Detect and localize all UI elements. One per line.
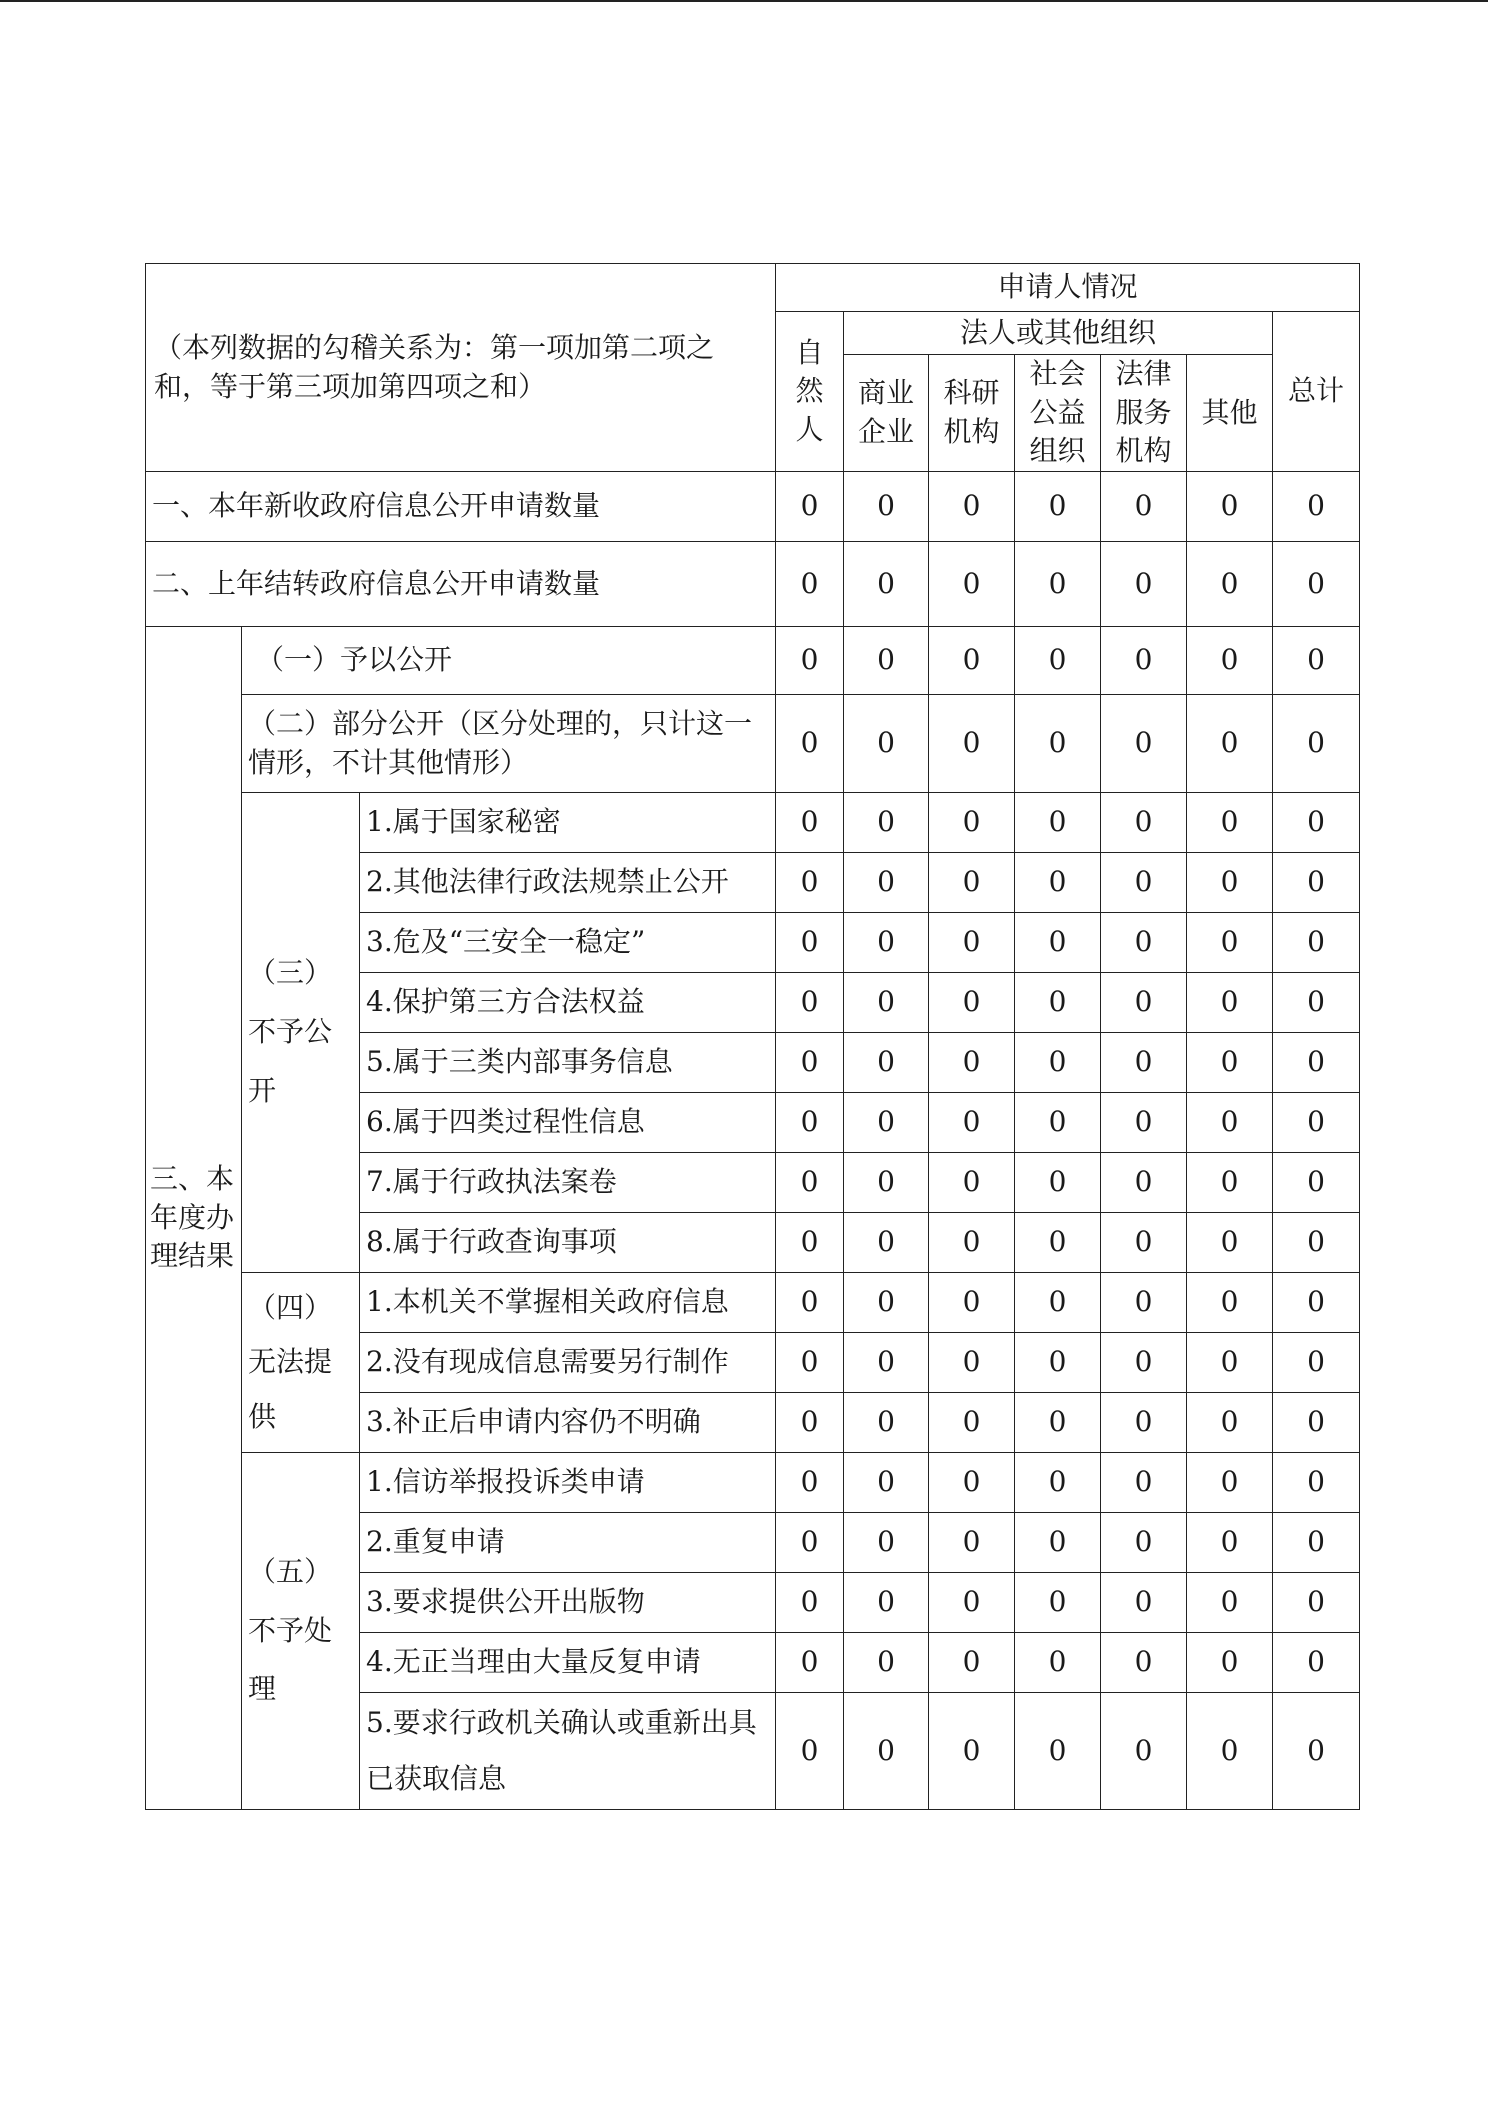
- cell-value: 0: [1015, 973, 1101, 1033]
- table-row: [146, 793, 1360, 853]
- cell-value: 0: [1015, 1153, 1101, 1213]
- cell-value: 0: [1015, 1573, 1101, 1633]
- row-label: 5.属于三类内部事务信息: [360, 1033, 776, 1093]
- cell-value: 0: [1187, 793, 1273, 853]
- cell-value: 0: [929, 1633, 1015, 1693]
- cell-value: 0: [776, 472, 844, 542]
- cell-value: 0: [776, 1633, 844, 1693]
- cell-value: 0: [776, 793, 844, 853]
- cell-value: 0: [929, 1393, 1015, 1453]
- section-3-label: 三、本年度办理结果: [146, 627, 242, 1810]
- cell-value: 0: [1015, 1273, 1101, 1333]
- row-label: 5.要求行政机关确认或重新出具已获取信息: [360, 1693, 776, 1810]
- cell-value: 0: [1015, 853, 1101, 913]
- cell-value: 0: [776, 1573, 844, 1633]
- cell-value: 0: [929, 1033, 1015, 1093]
- header-natural-person: 自然人: [776, 312, 844, 472]
- cell-value: 0: [844, 1273, 929, 1333]
- cell-value: 0: [844, 853, 929, 913]
- header-total: 总计: [1273, 312, 1360, 472]
- cell-value: 0: [1015, 1213, 1101, 1273]
- cell-value: 0: [1187, 973, 1273, 1033]
- header-row-1: [146, 264, 1360, 312]
- group-not-disclosed: （三）不予公开: [242, 793, 360, 1273]
- cell-value: 0: [1101, 1573, 1187, 1633]
- table-row: [146, 627, 1360, 695]
- cell-value: 0: [1187, 1633, 1273, 1693]
- cell-value: 0: [1273, 1033, 1360, 1093]
- row-label: 4.无正当理由大量反复申请: [360, 1633, 776, 1693]
- cell-value: 0: [776, 973, 844, 1033]
- cell-value: 0: [1015, 913, 1101, 973]
- cell-value: 0: [1101, 1213, 1187, 1273]
- row-label: 二、上年结转政府信息公开申请数量: [146, 542, 776, 627]
- table-row: [146, 1273, 1360, 1333]
- row-label: 2.其他法律行政法规禁止公开: [360, 853, 776, 913]
- cell-value: 0: [1273, 542, 1360, 627]
- cell-value: 0: [776, 1693, 844, 1810]
- cell-value: 0: [1187, 1393, 1273, 1453]
- table-body: [146, 264, 1360, 1810]
- cell-value: 0: [1101, 542, 1187, 627]
- cell-value: 0: [1273, 472, 1360, 542]
- cell-value: 0: [776, 1093, 844, 1153]
- table-row: [146, 542, 1360, 627]
- cell-value: 0: [1015, 542, 1101, 627]
- cell-value: 0: [1101, 1093, 1187, 1153]
- row-label: 7.属于行政执法案卷: [360, 1153, 776, 1213]
- cell-value: 0: [929, 1213, 1015, 1273]
- cell-value: 0: [929, 1093, 1015, 1153]
- cell-value: 0: [929, 1153, 1015, 1213]
- cell-value: 0: [844, 1513, 929, 1573]
- cell-value: 0: [1015, 472, 1101, 542]
- cell-value: 0: [776, 1393, 844, 1453]
- table-row: [146, 1453, 1360, 1513]
- cell-value: 0: [929, 973, 1015, 1033]
- header-other: 其他: [1187, 355, 1273, 472]
- cell-value: 0: [929, 853, 1015, 913]
- cell-value: 0: [1015, 1393, 1101, 1453]
- cell-value: 0: [844, 1213, 929, 1273]
- cell-value: 0: [1101, 472, 1187, 542]
- row-label: 3.补正后申请内容仍不明确: [360, 1393, 776, 1453]
- cell-value: 0: [844, 1393, 929, 1453]
- cell-value: 0: [776, 542, 844, 627]
- cell-value: 0: [1101, 1153, 1187, 1213]
- cell-value: 0: [1101, 793, 1187, 853]
- cell-value: 0: [929, 1693, 1015, 1810]
- cell-value: 0: [929, 1573, 1015, 1633]
- cell-value: 0: [1273, 1513, 1360, 1573]
- cell-value: 0: [844, 1033, 929, 1093]
- cell-value: 0: [1187, 1333, 1273, 1393]
- cell-value: 0: [1101, 913, 1187, 973]
- cell-value: 0: [1273, 627, 1360, 695]
- cell-value: 0: [1015, 1633, 1101, 1693]
- cell-value: 0: [1273, 853, 1360, 913]
- cell-value: 0: [1187, 1573, 1273, 1633]
- cell-value: 0: [1187, 853, 1273, 913]
- cell-value: 0: [1273, 973, 1360, 1033]
- cell-value: 0: [844, 1453, 929, 1513]
- cell-value: 0: [929, 913, 1015, 973]
- cell-value: 0: [844, 913, 929, 973]
- cell-value: 0: [776, 1273, 844, 1333]
- cell-value: 0: [929, 627, 1015, 695]
- cell-value: 0: [1187, 1213, 1273, 1273]
- cell-value: 0: [844, 542, 929, 627]
- row-label: 2.重复申请: [360, 1513, 776, 1573]
- row-label: 1.本机关不掌握相关政府信息: [360, 1273, 776, 1333]
- row-label: 3.危及“三安全一稳定”: [360, 913, 776, 973]
- group-not-processed: （五）不予处理: [242, 1453, 360, 1810]
- cell-value: 0: [1015, 1333, 1101, 1393]
- row-label: 1.信访举报投诉类申请: [360, 1453, 776, 1513]
- header-public-welfare: 社会公益组织: [1015, 355, 1101, 472]
- reconciliation-note: （本列数据的勾稽关系为：第一项加第二项之和，等于第三项加第四项之和）: [146, 264, 776, 472]
- header-applicant: 申请人情况: [776, 264, 1360, 312]
- cell-value: 0: [929, 472, 1015, 542]
- cell-value: 0: [929, 1333, 1015, 1393]
- row-label: 1.属于国家秘密: [360, 793, 776, 853]
- cell-value: 0: [1101, 1033, 1187, 1093]
- cell-value: 0: [929, 1273, 1015, 1333]
- cell-value: 0: [1101, 1513, 1187, 1573]
- cell-value: 0: [1187, 1273, 1273, 1333]
- cell-value: 0: [1187, 1453, 1273, 1513]
- cell-value: 0: [1273, 793, 1360, 853]
- cell-value: 0: [1187, 1093, 1273, 1153]
- cell-value: 0: [844, 1093, 929, 1153]
- applicant-statistics-table: [145, 263, 1360, 1810]
- cell-value: 0: [776, 695, 844, 793]
- cell-value: 0: [1101, 1633, 1187, 1693]
- cell-value: 0: [1015, 793, 1101, 853]
- cell-value: 0: [929, 1453, 1015, 1513]
- cell-value: 0: [1273, 1093, 1360, 1153]
- cell-value: 0: [1015, 1453, 1101, 1513]
- cell-value: 0: [1273, 1213, 1360, 1273]
- cell-value: 0: [1187, 542, 1273, 627]
- row-label: 6.属于四类过程性信息: [360, 1093, 776, 1153]
- cell-value: 0: [1101, 1693, 1187, 1810]
- cell-value: 0: [776, 1153, 844, 1213]
- cell-value: 0: [844, 627, 929, 695]
- cell-value: 0: [1015, 1093, 1101, 1153]
- cell-value: 0: [929, 1513, 1015, 1573]
- cell-value: 0: [1273, 1453, 1360, 1513]
- page-top-border: [0, 0, 1488, 2]
- cell-value: 0: [844, 1333, 929, 1393]
- cell-value: 0: [844, 973, 929, 1033]
- cell-value: 0: [929, 542, 1015, 627]
- cell-value: 0: [1101, 627, 1187, 695]
- cell-value: 0: [1101, 853, 1187, 913]
- cell-value: 0: [1273, 1573, 1360, 1633]
- cell-value: 0: [776, 1033, 844, 1093]
- cell-value: 0: [1187, 1153, 1273, 1213]
- cell-value: 0: [844, 695, 929, 793]
- cell-value: 0: [776, 627, 844, 695]
- cell-value: 0: [844, 1573, 929, 1633]
- cell-value: 0: [1187, 695, 1273, 793]
- cell-value: 0: [1015, 1033, 1101, 1093]
- cell-value: 0: [1187, 1033, 1273, 1093]
- cell-value: 0: [1273, 695, 1360, 793]
- group-cannot-provide: （四）无法提供: [242, 1273, 360, 1453]
- cell-value: 0: [776, 1453, 844, 1513]
- cell-value: 0: [929, 793, 1015, 853]
- cell-value: 0: [1273, 1153, 1360, 1213]
- cell-value: 0: [1015, 627, 1101, 695]
- cell-value: 0: [1273, 1693, 1360, 1810]
- row-label: 3.要求提供公开出版物: [360, 1573, 776, 1633]
- row-label: （二）部分公开（区分处理的，只计这一情形，不计其他情形）: [242, 695, 776, 793]
- cell-value: 0: [844, 1633, 929, 1693]
- cell-value: 0: [844, 472, 929, 542]
- cell-value: 0: [1187, 1693, 1273, 1810]
- cell-value: 0: [1101, 973, 1187, 1033]
- table-row: [146, 695, 1360, 793]
- cell-value: 0: [1101, 1273, 1187, 1333]
- cell-value: 0: [1187, 627, 1273, 695]
- cell-value: 0: [1273, 1393, 1360, 1453]
- cell-value: 0: [1015, 1513, 1101, 1573]
- cell-value: 0: [1273, 1273, 1360, 1333]
- header-commercial: 商业企业: [844, 355, 929, 472]
- cell-value: 0: [776, 1213, 844, 1273]
- cell-value: 0: [1273, 913, 1360, 973]
- table-row: [146, 472, 1360, 542]
- cell-value: 0: [1101, 1453, 1187, 1513]
- cell-value: 0: [844, 1693, 929, 1810]
- row-label: 8.属于行政查询事项: [360, 1213, 776, 1273]
- cell-value: 0: [1101, 1333, 1187, 1393]
- cell-value: 0: [1187, 1513, 1273, 1573]
- cell-value: 0: [1273, 1633, 1360, 1693]
- cell-value: 0: [844, 1153, 929, 1213]
- row-label: 2.没有现成信息需要另行制作: [360, 1333, 776, 1393]
- header-legal-service: 法律服务机构: [1101, 355, 1187, 472]
- row-label: 一、本年新收政府信息公开申请数量: [146, 472, 776, 542]
- row-label: 4.保护第三方合法权益: [360, 973, 776, 1033]
- cell-value: 0: [776, 1513, 844, 1573]
- cell-value: 0: [929, 695, 1015, 793]
- cell-value: 0: [1101, 695, 1187, 793]
- cell-value: 0: [776, 1333, 844, 1393]
- cell-value: 0: [1187, 913, 1273, 973]
- header-research: 科研机构: [929, 355, 1015, 472]
- header-legal-org: 法人或其他组织: [844, 312, 1273, 355]
- cell-value: 0: [844, 793, 929, 853]
- cell-value: 0: [1101, 1393, 1187, 1453]
- cell-value: 0: [1187, 472, 1273, 542]
- cell-value: 0: [776, 913, 844, 973]
- cell-value: 0: [1015, 695, 1101, 793]
- cell-value: 0: [776, 853, 844, 913]
- cell-value: 0: [1273, 1333, 1360, 1393]
- cell-value: 0: [1015, 1693, 1101, 1810]
- row-label: （一）予以公开: [242, 627, 776, 695]
